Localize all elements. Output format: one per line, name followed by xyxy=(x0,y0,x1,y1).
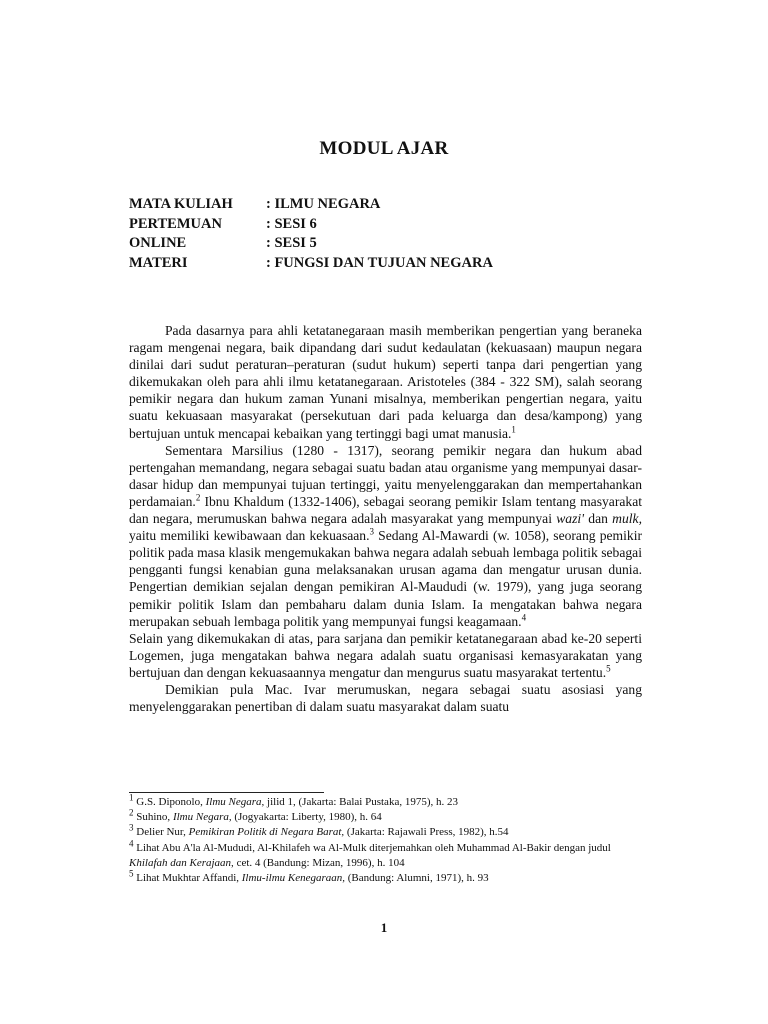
paragraph-4 xyxy=(129,681,642,715)
body-text xyxy=(129,322,642,715)
footnote-text: Lihat Abu A'la Al-Mududi, Al-Khilafeh wa Al-Mulk diterjemahkan oleh Muhammad Al-Bakir dengan judul xyxy=(133,841,611,854)
paragraph-text: dan xyxy=(584,511,613,527)
meta-row-meeting xyxy=(129,216,493,236)
page-number: 1 xyxy=(380,920,388,935)
meta-value: : FUNGSI DAN TUJUAN NEGARA xyxy=(266,254,493,271)
footnote xyxy=(129,822,642,840)
paragraph-text: Demikian pula Mac. Ivar merumuskan, negara sebagai suatu asosiasi yang menyelenggarakan penertiban di dalam suatu masyarakat dalam suatu xyxy=(129,681,642,715)
footnote-number: 1 xyxy=(129,792,134,803)
italic-term: mulk, xyxy=(612,511,642,527)
paragraph-text: Ibnu Khaldum (1332-1406), sebagai seorang pemikir Islam tentang masyarakat dan negara, merumuskan bahwa negara adalah masyarakat yang mempunyai xyxy=(129,493,642,527)
paragraph-text: yaitu memiliki kewibawaan dan kekuasaan. xyxy=(129,528,370,544)
meta-row-material xyxy=(129,255,493,275)
meta-row-course xyxy=(129,196,493,216)
meta-key: PERTEMUAN xyxy=(129,215,222,232)
footnote-number: 3 xyxy=(129,822,134,833)
footnote-ref: 1 xyxy=(511,424,516,435)
footnote-text: Suhino, xyxy=(133,811,173,824)
course-info xyxy=(129,196,493,274)
paragraph-text: Pada dasarnya para ahli ketatanegaraan masih memberikan pengertian yang beraneka ragam mengenai negara, baik dipandang dari sudut kedaulatan (kekuasaan) maupun negara dinilai dari sudut peraturan–peraturan (sudut hukum) seperti tanpa dari pengertian yang dikemukakan oleh para ahli ilmu ketatanegaraan. Aristoteles (384 - 322 SM), salah seorang pemikir negara dan hukum zaman Yunani misalnya, memberikan pengertian negara, yaitu suatu kekuasaan masyarakat (persekutuan dari pada keluarga dan desa/kampong) yang bertujuan untuk mencapai kebaikan yang tertinggi bagi umat manusia. xyxy=(129,323,642,441)
paragraph-1 xyxy=(129,322,642,442)
footnote-title: Ilmu Negara, xyxy=(172,811,232,824)
footnote xyxy=(129,868,642,886)
footnote-number: 4 xyxy=(129,837,134,848)
footnote-ref: 3 xyxy=(369,526,375,537)
meta-value: : ILMU NEGARA xyxy=(266,196,381,212)
footnote-divider xyxy=(129,792,324,793)
footnote-text: (Bandung: Alumni, 1971), h. 93 xyxy=(345,872,489,885)
footnote xyxy=(129,837,642,871)
paragraph-text: Selain yang dikemukakan di atas, para sarjana dan pemikir ketatanegaraan abad ke-20 seperti Logemen, juga mengatakan bahwa negara adalah suatu organisasi kemasyarakatan yang bertujuan dan dengan kekuasaannya mengatur dan mengurus suatu masyarakat tertentu. xyxy=(129,630,642,680)
meta-value: : SESI 6 xyxy=(266,215,317,232)
footnote-title: Ilmu-ilmu Kenegaraan, xyxy=(241,872,346,885)
footnote-text: (Jakarta: Rajawali Press, 1982), h.54 xyxy=(344,826,509,839)
paragraph-text: Sementara Marsilius (1280 - 1317), seorang pemikir negara dan hukum abad pertengahan memandang, negara sebagai suatu badan atau organisme yang mempunyai dasar-dasar hidup dan mempunyai tujuan tertinggi, yaitu menyelenggarakan dan mempertahankan perdamaian. xyxy=(129,442,642,509)
paragraph-text: Sedang Al-Mawardi (w. 1058), seorang pemikir politik pada masa klasik mengemukakan bahwa negara adalah sebuah lembaga politik sebagai pengganti fungsi kenabian guna melaksanakan urusan agama dan mengatur urusan dunia. Pengertian demikian sejalan dengan pemikiran Al-Maududi (w. 1979), yang juga seorang pemikir politik Islam dan pembaharu dalam dunia Islam. Ia mengatakan bahwa negara merupakan sebuah lembaga politik yang mempunyai fungsi keagamaan. xyxy=(129,528,642,629)
meta-row-online xyxy=(129,235,493,255)
footnote-text: Delier Nur, xyxy=(133,826,189,839)
footnote-title: Khilafah dan Kerajaan, xyxy=(129,856,234,869)
meta-key: MATERI xyxy=(129,254,188,271)
footnotes xyxy=(129,792,642,886)
footnote-title: Pemikiran Politik di Negara Barat, xyxy=(188,826,345,839)
footnote-title: Ilmu Negara, xyxy=(205,796,265,808)
paragraph-2 xyxy=(129,442,642,630)
footnote xyxy=(129,807,642,825)
footnote-text: jilid 1, (Jakarta: Balai Pustaka, 1975), h. 23 xyxy=(264,796,458,808)
meta-key: MATA KULIAH xyxy=(129,196,233,212)
footnote-text: Lihat Mukhtar Affandi, xyxy=(133,872,242,885)
paragraph-3 xyxy=(129,630,642,681)
footnote-ref: 5 xyxy=(606,663,611,674)
meta-value: : SESI 5 xyxy=(266,235,317,251)
footnote-text: cet. 4 (Bandung: Mizan, 1996), h. 104 xyxy=(233,856,405,869)
document-title: MODUL AJAR xyxy=(319,138,449,159)
footnote xyxy=(129,792,642,810)
footnote-ref: 4 xyxy=(521,612,527,623)
footnote-ref: 2 xyxy=(195,492,201,503)
footnote-number: 5 xyxy=(129,868,134,879)
meta-key: ONLINE xyxy=(129,235,187,251)
footnote-number: 2 xyxy=(129,807,134,818)
footnote-text: (Jogyakarta: Liberty, 1980), h. 64 xyxy=(231,811,382,824)
italic-term: wazi' xyxy=(556,511,585,527)
footnote-text: G.S. Diponolo, xyxy=(133,796,206,808)
